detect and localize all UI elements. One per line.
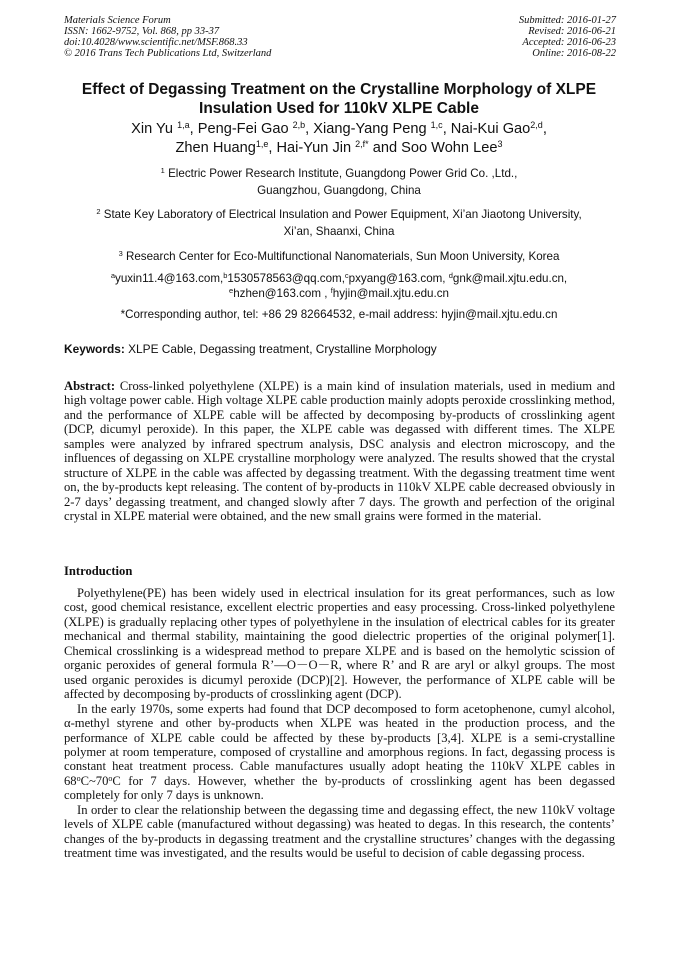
abstract-label: Abstract: [64, 379, 116, 393]
title-line-2: Insulation Used for 110kV XLPE Cable [199, 100, 479, 117]
degree-sup: o [76, 773, 81, 783]
corresponding-author: *Corresponding author, tel: +86 29 82664532, e-mail address: hyjin@mail.xjtu.edu.cn [120, 308, 558, 321]
author-line-1 [40, 120, 638, 139]
author-name: Soo Wohn Lee [401, 140, 498, 156]
email-sup: f [330, 286, 333, 295]
affiliation-line: State Key Laboratory of Electrical Insulation and Power Equipment, Xi’an Jiaotong University, [103, 208, 582, 221]
affiliation-line: Guangzhou, Guangdong, China [257, 184, 421, 197]
author-name: Peng-Fei Gao [197, 121, 289, 137]
keywords-label: Keywords: [64, 342, 125, 356]
copyright-line: © 2016 Trans Tech Publications Ltd, Switzerland [64, 48, 272, 59]
author-sup: 1,c [430, 120, 443, 130]
paragraph: Polyethylene(PE) has been widely used in electrical insulation for its great performances, such as low cost, good chemical resistance, excellent electric properties and easy processing. Cross-linked polyethylene (XLPE) is gradually replacing other types of polyethylene in the insulation of electrical cables for its greater mechanical and thermal stability, maintaining the good dielectric properties of the original polymer[1]. Chemical crosslinking is a widespread method to prepare XLPE and is based on the hemolytic scission of organic peroxides of general formula R’—O－O－R, where R’ and R are aryl or alkyl groups. The most used organic peroxides is dicumyl peroxide (DCP)[2]. However, the performance of XLPE cable will be affected by decomposing by-products of crosslinking agent (DCP). [64, 586, 615, 702]
email-address[interactable]: pxyang@163.com, [348, 272, 449, 285]
online-date: Online: 2016-08-22 [532, 48, 616, 59]
affiliation-line: Electric Power Research Institute, Guangdong Power Grid Co. ,Ltd., [168, 167, 518, 180]
keywords [64, 342, 616, 357]
affiliation-number: 3 [118, 249, 123, 258]
email-sup: c [344, 271, 349, 280]
author-sup: 2,d [530, 120, 543, 130]
author-sup: 1,a [177, 120, 190, 130]
abstract [64, 379, 615, 524]
author-sep: , [542, 121, 547, 137]
paragraph: In the early 1970s, some experts had found that DCP decomposed to form acetophenone, cumyl alcohol, α-methyl styrene and other by-products when XLPE was heated in the production process, and the performance of XLPE cable could be affected by these by-products [3,4]. XLPE is a semi-crystalline polymer at room temperature, composed of crystalline and amorphous regions. In fact, degassing process is constant heat treatment process. Cable manufactures usually adopt heating the 110kV XLPE cables in 68$^o$C~70$^o$C for 7 days. However, whether the by-products of crosslinking agent has been degassed completely for only 7 days is unknown. [64, 701, 615, 803]
paper-title [40, 80, 638, 118]
author-name: Zhen Huang [175, 140, 256, 156]
email-list [40, 271, 638, 301]
author-sep: and [368, 140, 402, 156]
introduction-body [64, 586, 615, 861]
author-name: Xiang-Yang Peng [313, 121, 427, 137]
author-list [40, 120, 638, 158]
author-sup: 2,f* [355, 139, 369, 149]
author-sep: , [189, 121, 198, 137]
email-address[interactable]: gnk@mail.xjtu.edu.cn, [452, 272, 568, 285]
email-address[interactable]: yuxin11.4@163.com, [115, 272, 224, 285]
paragraph: In order to clear the relationship between the degassing time and degassing effect, the new 110kV voltage levels of XLPE cable (manufactured without degassing) was heated to degas. In this research, the contents’ changes of the by-products in degassing treatment and the crystalline structures’ changes with the degassing treatment time was investigated, and the results would be useful to decision of cable degassing process. [64, 802, 615, 861]
affiliation-line: Xi’an, Shaanxi, China [283, 225, 395, 238]
submitted-date: Submitted: 2016-01-27 [518, 15, 616, 26]
email-sup: e [229, 286, 234, 295]
title-line-1: Effect of Degassing Treatment on the Crystalline Morphology of XLPE [81, 81, 597, 98]
email-line-1 [40, 271, 638, 286]
revised-date: Revised: 2016-06-21 [528, 26, 616, 37]
accepted-date: Accepted: 2016-06-23 [522, 37, 616, 48]
author-name: Xin Yu [131, 121, 174, 137]
author-sep: , [305, 121, 314, 137]
doi-line[interactable]: doi:10.4028/www.scientific.net/MSF.868.33 [64, 37, 248, 48]
journal-info [64, 15, 271, 59]
author-name: Hai-Yun Jin [276, 140, 352, 156]
email-sup: d [448, 271, 453, 280]
author-line-2 [40, 139, 638, 158]
keywords-text: XLPE Cable, Degassing treatment, Crystalline Morphology [124, 342, 437, 356]
email-line-2 [40, 286, 638, 301]
author-name: Nai-Kui Gao [450, 121, 531, 137]
abstract-text: Cross-linked polyethylene (XLPE) is a main kind of insulation materials, used in medium and high voltage power cable. High voltage XLPE cable production mainly adopts peroxide crosslinking method, and the performance of XLPE cable will be affected by decomposing by-products of crosslinking agent (DCP, dicumyl peroxide). In this paper, the XLPE cable was degassed with different times. The XLPE samples were analyzed by infrared spectrum analysis, DSC analysis and electron microscopy, and the influences of degassing on XLPE crystalline morphology were analyzed. The results showed that the crystal structure of XLPE in the cable was affected by degassing treatment. With the degassing treatment time went on, the by-products kept releasing. The content of by-products in 110kV XLPE cable decreased obviously in 2-7 days’ degassing treatment, and changed slowly after 7 days. The growth and perfection of the original crystal in XLPE material were obtained, and the new small grains were formed in the material. [64, 379, 615, 524]
email-address[interactable]: 1530578563@qq.com, [227, 272, 345, 285]
affiliation-number: 1 [160, 166, 165, 175]
affiliation-number: 2 [96, 207, 101, 216]
degree-sup: o [108, 773, 113, 783]
publication-dates [519, 15, 616, 59]
email-sup: a [110, 271, 116, 280]
affiliation-2 [40, 206, 638, 240]
issn-line: ISSN: 1662-9752, Vol. 868, pp 33-37 [64, 26, 220, 37]
author-sup: 2,b [292, 120, 306, 130]
author-sep: , [442, 121, 451, 137]
author-sup: 3 [497, 139, 503, 149]
affiliation-3 [40, 248, 638, 265]
journal-name: Materials Science Forum [64, 15, 171, 26]
section-heading-introduction: Introduction [64, 564, 133, 578]
email-address[interactable]: hyjin@mail.xjtu.edu.cn [332, 287, 449, 300]
email-sup: b [223, 271, 228, 280]
author-sep: , [268, 140, 277, 156]
affiliation-line: Research Center for Eco-Multifunctional Nanomaterials, Sun Moon University, Korea [125, 250, 560, 263]
author-sup: 1,e [255, 139, 269, 149]
affiliation-1 [40, 165, 638, 199]
email-address[interactable]: hzhen@163.com , [233, 287, 331, 300]
